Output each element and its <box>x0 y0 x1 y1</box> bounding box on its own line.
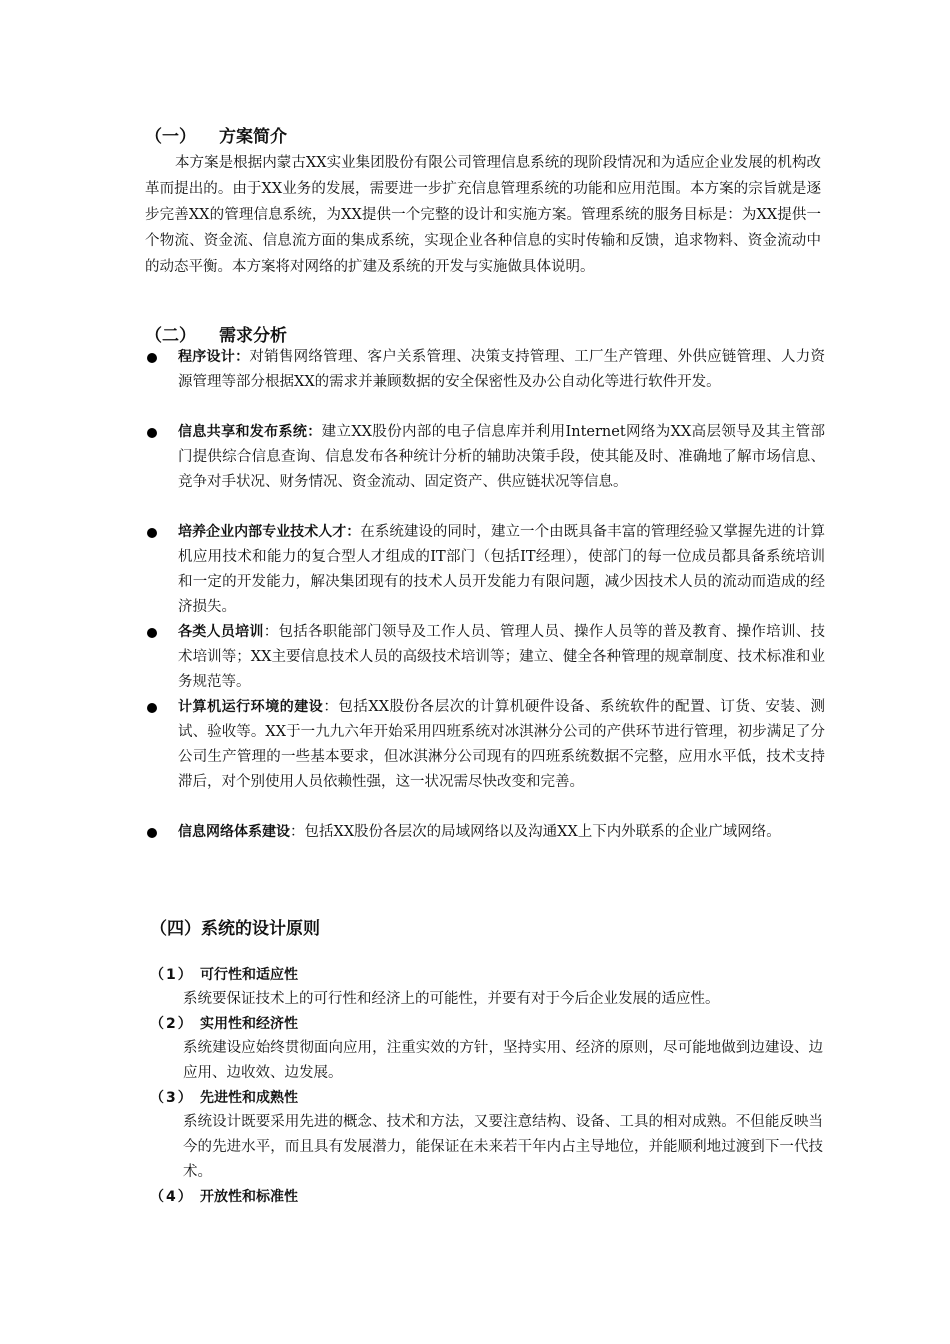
section1-number: （一） <box>145 127 196 147</box>
list-item <box>145 695 825 820</box>
bullet-term: 培养企业内部专业技术人才： <box>178 524 361 540</box>
list-item <box>145 520 825 620</box>
principle-number: （1） <box>150 967 194 983</box>
bullet-term: 各类人员培训 <box>178 624 264 640</box>
principle-number: （2） <box>150 1016 194 1032</box>
bullet-term: 信息共享和发布系统： <box>178 424 322 440</box>
principle-heading <box>150 1013 298 1035</box>
list-item <box>145 345 825 420</box>
principle-heading <box>150 964 298 986</box>
section2-heading <box>145 325 287 347</box>
bullet-icon <box>147 528 157 538</box>
section2-number: （二） <box>145 326 196 346</box>
section4-title: （四）系统的设计原则 <box>150 919 320 939</box>
bullet-term: 程序设计： <box>178 349 250 365</box>
bullet-term: 信息网络体系建设 <box>178 824 290 840</box>
requirements-list <box>145 345 825 870</box>
principle-number: （3） <box>150 1090 194 1106</box>
section1-title: 方案简介 <box>219 127 287 147</box>
bullet-text: ：包括各职能部门领导及工作人员、管理人员、操作人员等的普及教育、操作培训、技术培训等；XX主要信息技术人员的高级技术培训等；建立、健全各种管理的规章制度、技术标准和业务规范等。 <box>178 624 826 690</box>
bullet-text: 对销售网络管理、客户关系管理、决策支持管理、工厂生产管理、外供应链管理、人力资源管理等部分根据XX的需求并兼顾数据的安全保密性及办公自动化等进行软件开发。 <box>178 349 826 390</box>
principle-heading <box>150 1087 298 1109</box>
principle-text: 系统要保证技术上的可行性和经济上的可能性，并要有对于今后企业发展的适应性。 <box>183 991 720 1007</box>
principle-heading <box>150 1186 298 1208</box>
bullet-icon <box>147 353 157 363</box>
principle-text: 系统设计既要采用先进的概念、技术和方法，又要注意结构、设备、工具的相对成熟。不但能反映当今的先进水平，而且具有发展潜力，能保证在未来若干年内占主导地位，并能顺利地过渡到下一代技术。 <box>183 1114 823 1180</box>
principle-title: 开放性和标准性 <box>200 1189 298 1205</box>
bullet-icon <box>147 703 157 713</box>
list-item <box>145 820 825 870</box>
principle-title: 实用性和经济性 <box>200 1016 298 1032</box>
principle-number: （4） <box>150 1189 194 1205</box>
bullet-text: 建立XX股份内部的电子信息库并利用Internet网络为XX高层领导及其主管部门提供综合信息查询、信息发布各种统计分析的辅助决策手段，使其能及时、准确地了解市场信息、竞争对手状况、财务情况、资金流动、固定资产、供应链状况等信息。 <box>178 424 825 490</box>
section2-title: 需求分析 <box>219 326 287 346</box>
principle-title: 可行性和适应性 <box>200 967 298 983</box>
bullet-text: 在系统建设的同时，建立一个由既具备丰富的管理经验又掌握先进的计算机应用技术和能力的复合型人才组成的IT部门（包括IT经理），使部门的每一位成员都具备系统培训和一定的开发能力，解决集团现有的技术人员开发能力有限问题，减少因技术人员的流动而造成的经济损失。 <box>178 524 825 615</box>
section1-heading <box>145 126 287 148</box>
bullet-icon <box>147 628 157 638</box>
bullet-text: ：包括XX股份各层次的计算机硬件设备、系统软件的配置、订货、安装、测试、验收等。XX于一九九六年开始采用四班系统对冰淇淋分公司的产供环节进行管理，初步满足了分公司生产管理的一些基本要求，但冰淇淋分公司现有的四班系统数据不完整，应用水平低，技术支持滞后，对个别使用人员依赖性强，这一状况需尽快改变和完善。 <box>178 699 825 790</box>
bullet-term: 计算机运行环境的建设 <box>178 699 324 715</box>
section1-paragraph: 本方案是根据内蒙古XX实业集团股份有限公司管理信息系统的现阶段情况和为适应企业发展的机构改革而提出的。由于XX业务的发展，需要进一步扩充信息管理系统的功能和应用范围。本方案的宗旨就是逐步完善XX的管理信息系统，为XX提供一个完整的设计和实施方案。管理系统的服务目标是：为XX提供一个物流、资金流、信息流方面的集成系统，实现企业各种信息的实时传输和反馈，追求物料、资金流动中的动态平衡。本方案将对网络的扩建及系统的开发与实施做具体说明。 <box>145 155 821 275</box>
bullet-icon <box>147 828 157 838</box>
principle-text: 系统建设应始终贯彻面向应用，注重实效的方针，坚持实用、经济的原则，尽可能地做到边建设、边应用、边收效、边发展。 <box>183 1040 823 1081</box>
list-item <box>145 420 825 520</box>
principle-title: 先进性和成熟性 <box>200 1090 298 1106</box>
list-item <box>145 620 825 695</box>
bullet-text: ：包括XX股份各层次的局域网络以及沟通XX上下内外联系的企业广域网络。 <box>290 824 781 840</box>
bullet-icon <box>147 428 157 438</box>
